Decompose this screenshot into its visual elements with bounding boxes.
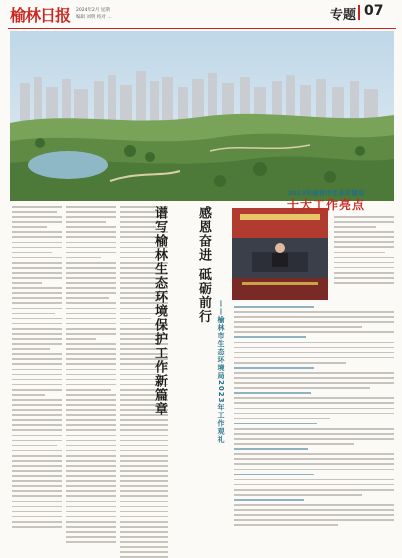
issue-editors: 编辑 刘明 校对 … (76, 15, 112, 20)
highlights-column-b (234, 306, 394, 542)
highlights-kicker: 2023年榆林市生态环境局 (287, 189, 365, 197)
headline-line-2: 谱写榆林生态环境保护工作新篇章 (152, 206, 167, 416)
cityscape-photo (10, 31, 394, 201)
issue-meta (76, 7, 146, 21)
header-rule (8, 28, 396, 29)
article-column-2 (66, 206, 116, 542)
headline-subtitle: ——榆林市生态环境局2023年工作观礼 (217, 300, 225, 444)
section-divider (358, 5, 360, 20)
highlights-title: 十大工作亮点 (286, 198, 365, 212)
headline-line-1: 感恩奋进 砥砺前行 (196, 206, 211, 324)
newspaper-masthead: 榆林日报 (10, 6, 71, 25)
meeting-photo (232, 208, 328, 300)
issue-date: 2024年2月 星期 (76, 8, 110, 13)
section-title: 专题 (330, 8, 357, 23)
highlights-column-a (334, 216, 394, 296)
article-column-1 (12, 206, 62, 542)
main-headline (152, 202, 216, 542)
page-number: 07 (364, 3, 384, 19)
